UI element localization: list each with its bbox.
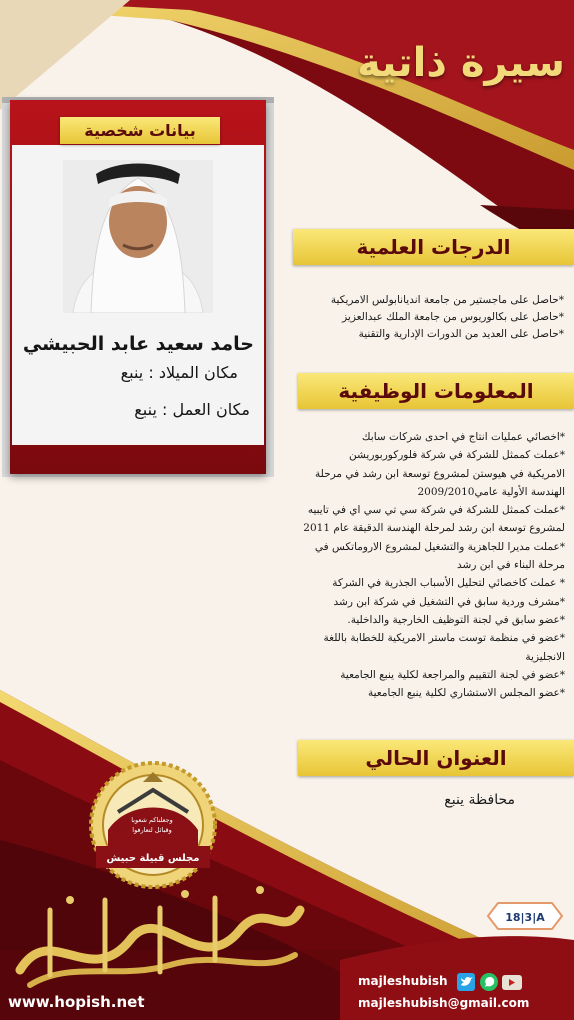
list-item: *اخصائي عمليات انتاج في احدى شركات سابك xyxy=(361,431,565,443)
personal-info-tag: بيانات شخصية xyxy=(60,117,220,144)
profile-photo xyxy=(63,160,213,313)
section-heading-address: العنوان الحالي xyxy=(298,740,574,776)
youtube-icon[interactable] xyxy=(502,975,522,990)
list-item: * عملت كاخصائي لتحليل الأسباب الجذرية في الشركة xyxy=(332,577,565,590)
list-item: الهندسة الأولية عامي2009/2010 xyxy=(417,485,565,498)
list-item: *حاصل على ماجستير من جامعة انديانابولس الامريكية xyxy=(330,294,564,306)
birthplace: مكان الميلاد : ينبع xyxy=(120,363,238,382)
page-title: سيرة ذاتية xyxy=(357,40,565,86)
stamp-badge xyxy=(484,901,566,931)
list-item: *عملت كممثل للشركة في شركة فلوركوربوريشن xyxy=(349,449,565,462)
person-name: حامد سعيد عابد الحبيشي xyxy=(22,333,254,355)
twitter-icon[interactable] xyxy=(457,973,475,991)
section-heading-jobs: المعلومات الوظيفية xyxy=(298,373,574,409)
list-item: *عضو سابق في لجنة التوظيف الخارجية والداخلية. xyxy=(347,613,565,626)
list-item: *مشرف وردية سابق في التشغيل في شركة ابن رشد xyxy=(333,595,565,608)
emblem-motto-line-2: وقبائل لتعارفوا xyxy=(132,826,172,834)
website-link[interactable]: www.hopish.net xyxy=(8,993,145,1011)
jobs-list xyxy=(280,428,565,702)
list-item: الانجليزية xyxy=(525,650,565,663)
section-heading-education: الدرجات العلمية xyxy=(293,229,574,265)
list-item: *عملت مديرا للجاهزية والتشغيل لمشروع الاروماتكس في xyxy=(314,540,565,553)
list-item: *عضو في منظمة توست ماستر الامريكية للخطابة باللغة xyxy=(323,632,565,645)
whatsapp-icon[interactable] xyxy=(480,973,498,991)
list-item: *حاصل على بكالوريوس من جامعة الملك عبدالعزيز xyxy=(342,311,564,323)
address-value: محافظة ينبع xyxy=(444,792,515,808)
list-item: *حاصل على العديد من الدورات الإدارية والتقنية xyxy=(358,328,564,340)
list-item: *عضو في لجنة التقييم والمراجعة لكلية ينبع الجامعية xyxy=(340,668,565,681)
education-list xyxy=(260,292,564,343)
emblem-motto-line-1: وجعلناكم شعوبا xyxy=(131,816,173,824)
emblem-label: مجلس قبيلة حبيش xyxy=(106,853,200,864)
social-handle[interactable]: majleshubish xyxy=(358,974,448,988)
person-portrait-image xyxy=(63,160,213,313)
list-item: *عملت كممثل للشركة في شركة سي تي سي اي في تايبيه xyxy=(307,504,565,517)
stamp-text: 18|3|A xyxy=(505,911,545,924)
list-item: *عضو المجلس الاستشاري لكلية ينبع الجامعية xyxy=(368,687,565,700)
calligraphy-logo xyxy=(10,880,310,1000)
list-item: الامريكية في هيوستن لمشروع توسعة ابن رشد في مرحلة xyxy=(314,467,565,480)
tribe-emblem-logo xyxy=(88,760,218,890)
list-item: مرحلة البناء في ابن رشد xyxy=(457,559,565,572)
social-icons xyxy=(455,971,525,993)
list-item: لمشروع توسعة ابن رشد لمرحلة الهندسة الدقيقة عام 2011 xyxy=(303,522,565,535)
workplace: مكان العمل : ينبع xyxy=(134,400,250,419)
email-link[interactable]: majleshubish@gmail.com xyxy=(358,996,530,1010)
